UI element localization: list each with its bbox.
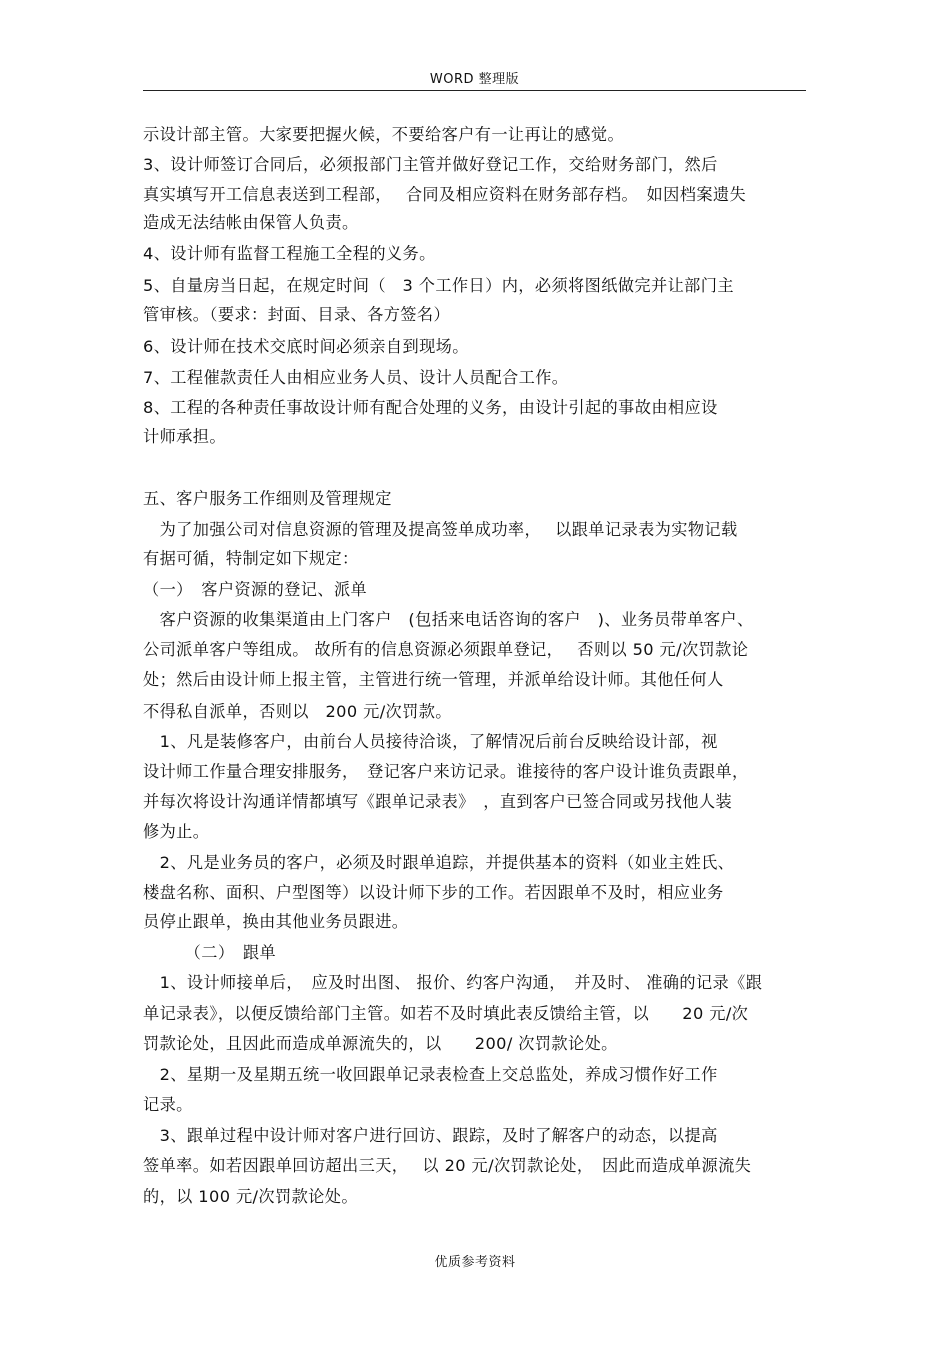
paragraph-line: 造成无法结帐由保管人负责。 bbox=[143, 213, 359, 232]
paragraph-line: 2、星期一及星期五统一收回跟单记录表检查上交总监处，养成习惯作好工作 bbox=[143, 1065, 718, 1084]
paragraph-line: 设计师工作量合理安排服务， 登记客户来访记录。谁接待的客户设计谁负责跟单， bbox=[143, 762, 749, 781]
paragraph-line: 为了加强公司对信息资源的管理及提高签单成功率， 以跟单记录表为实物记载 bbox=[143, 520, 738, 539]
paragraph-line: 6、设计师在技术交底时间必须亲自到现场。 bbox=[143, 337, 469, 356]
paragraph-line: 修为止。 bbox=[143, 822, 210, 841]
paragraph-line: 签单率。如若因跟单回访超出三天， 以 20 元/次罚款论处， 因此而造成单源流失 bbox=[143, 1156, 752, 1175]
paragraph-line: 1、设计师接单后， 应及时出图、 报价、约客户沟通， 并及时、 准确的记录《跟 bbox=[143, 973, 763, 992]
page-footer: 优质参考资料 bbox=[434, 1255, 516, 1270]
paragraph-line: 4、设计师有监督工程施工全程的义务。 bbox=[143, 244, 436, 263]
paragraph-line: 8、工程的各种责任事故设计师有配合处理的义务，由设计引起的事故由相应设 bbox=[143, 398, 718, 417]
paragraph-line: 管审核。（要求：封面、目录、各方签名） bbox=[143, 305, 451, 324]
paragraph-line: 客户资源的收集渠道由上门客户 (包括来电话咨询的客户 )、业务员带单客户、 bbox=[143, 610, 754, 629]
paragraph-line: 并每次将设计沟通详情都填写《跟单记录表》 ，直到客户已签合同或另找他人装 bbox=[143, 792, 733, 811]
header-divider bbox=[143, 90, 806, 91]
paragraph-line: （一） 客户资源的登记、派单 bbox=[143, 580, 368, 599]
paragraph-line: 公司派单客户等组成。 故所有的信息资源必须跟单登记， 否则以 50 元/次罚款论 bbox=[143, 640, 749, 659]
paragraph-line: 真实填写开工信息表送到工程部， 合同及相应资料在财务部存档。 如因档案遗失 bbox=[143, 185, 747, 204]
paragraph-line: 五、客户服务工作细则及管理规定 bbox=[143, 489, 392, 508]
paragraph-line: 示设计部主管。大家要把握火候，不要给客户有一让再让的感觉。 bbox=[143, 125, 625, 144]
paragraph-line: 计师承担。 bbox=[143, 427, 226, 446]
paragraph-line: 1、凡是装修客户，由前台人员接待洽谈，了解情况后前台反映给设计部，视 bbox=[143, 732, 718, 751]
paragraph-line: 5、自量房当日起，在规定时间（ 3 个工作日）内，必须将图纸做完并让部门主 bbox=[143, 276, 734, 295]
paragraph-line: 处；然后由设计师上报主管，主管进行统一管理，并派单给设计师。其他任何人 bbox=[143, 670, 724, 689]
paragraph-line: 的，以 100 元/次罚款论处。 bbox=[143, 1187, 358, 1206]
paragraph-line: 3、跟单过程中设计师对客户进行回访、跟踪，及时了解客户的动态，以提高 bbox=[143, 1126, 718, 1145]
paragraph-line: 单记录表》，以便反馈给部门主管。如若不及时填此表反馈给主管，以 20 元/次 bbox=[143, 1004, 749, 1023]
paragraph-line: 不得私自派单，否则以 200 元/次罚款。 bbox=[143, 702, 452, 721]
paragraph-line: 2、凡是业务员的客户，必须及时跟单追踪，并提供基本的资料（如业主姓氏、 bbox=[143, 853, 735, 872]
paragraph-line: 7、工程催款责任人由相应业务人员、设计人员配合工作。 bbox=[143, 368, 569, 387]
paragraph-line: 楼盘名称、面积、户型图等）以设计师下步的工作。若因跟单不及时，相应业务 bbox=[143, 883, 724, 902]
paragraph-line: 3、设计师签订合同后，必须报部门主管并做好登记工作，交给财务部门，然后 bbox=[143, 155, 718, 174]
paragraph-line: 罚款论处，且因此而造成单源流失的，以 200/ 次罚款论处。 bbox=[143, 1034, 618, 1053]
paragraph-line: 记录。 bbox=[143, 1095, 193, 1114]
paragraph-line: 员停止跟单，换由其他业务员跟进。 bbox=[143, 912, 409, 931]
paragraph-line: 有据可循，特制定如下规定： bbox=[143, 549, 359, 568]
page-header: WORD 整理版 bbox=[429, 72, 520, 87]
paragraph-line: （二） 跟单 bbox=[143, 943, 277, 962]
